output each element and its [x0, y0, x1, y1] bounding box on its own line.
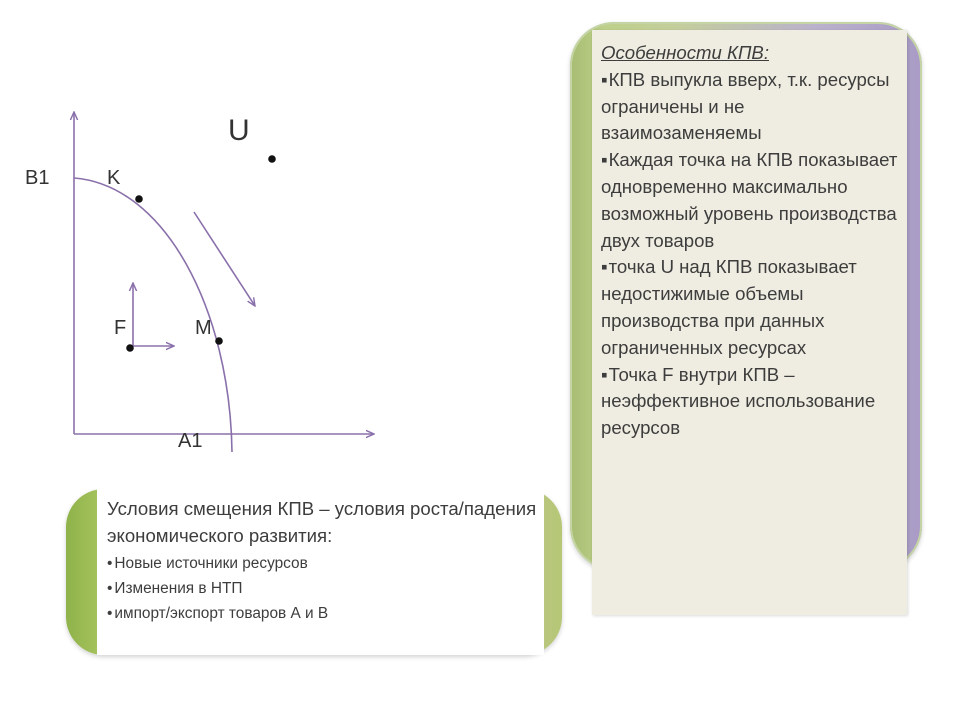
square-bullet-icon [601, 149, 609, 170]
ppf-features-text [601, 40, 903, 442]
ppf-shift-text [107, 495, 543, 626]
point-f [126, 344, 134, 352]
label-k: K [107, 167, 121, 189]
ppf-shift-list [107, 551, 543, 626]
ppf-feature-item: Каждая точка на КПВ показывает одновременно максимально возможный уровень производства двух товаров [601, 149, 898, 251]
label-b1: B1 [25, 167, 50, 189]
point-k [135, 195, 143, 203]
label-a1: A1 [178, 430, 203, 452]
label-f: F [114, 317, 127, 339]
ppf-shift-item: • Новые источники ресурсов [107, 551, 543, 576]
ppf-curve [74, 178, 232, 452]
point-m [215, 337, 223, 345]
square-bullet-icon [601, 364, 609, 385]
ppf-feature-item: точка U над КПВ показывает недостижимые объемы производства при данных ограниченных ресурсах [601, 256, 857, 358]
square-bullet-icon [601, 69, 609, 90]
ppf-diagram [0, 0, 560, 470]
point-u [268, 155, 276, 163]
ppf-features-title: Особенности КПВ: [601, 42, 769, 63]
square-bullet-icon [601, 256, 609, 277]
ppf-feature-item: Точка F внутри КПВ – неэффективное использование ресурсов [601, 363, 876, 439]
ppf-shift-item: • импорт/экспорт товаров А и В [107, 601, 543, 626]
label-u: U [228, 114, 250, 147]
ppf-feature-item: КПВ выпукла вверх, т.к. ресурсы ограничены и не взаимозаменяемы [601, 68, 890, 144]
ppf-shift-heading: Условия смещения КПВ – условия роста/падения экономического развития: [107, 498, 537, 546]
label-m: M [195, 317, 212, 339]
shift-arrow [194, 212, 255, 306]
ppf-shift-item: • Изменения в НТП [107, 576, 543, 601]
